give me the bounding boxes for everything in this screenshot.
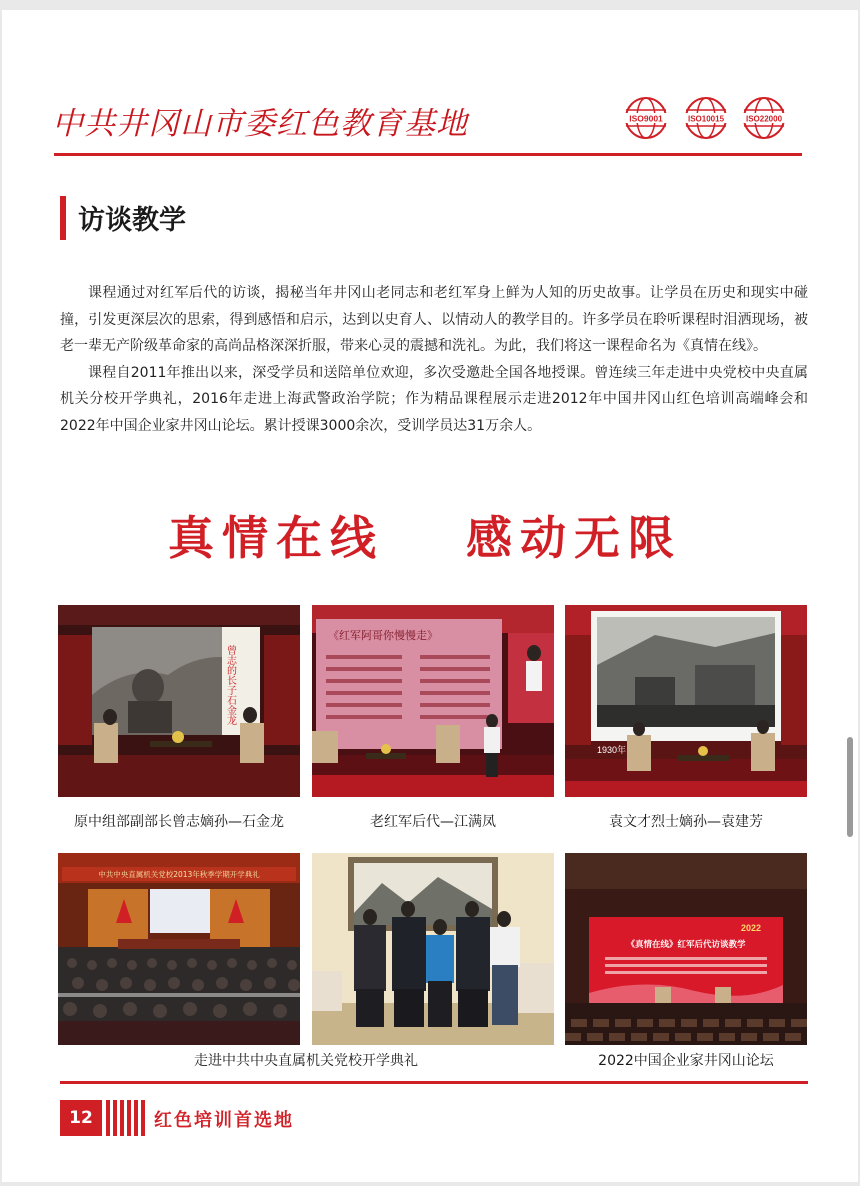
globe-icon (742, 96, 786, 140)
photo-yuan-jianfang (565, 605, 807, 797)
slogan-left: 真情在线 (168, 511, 384, 565)
footer-stripes (106, 1100, 146, 1136)
footer-divider (60, 1081, 808, 1084)
page-number: 12 (60, 1100, 102, 1136)
svg-text:《真情在线》红军后代访谈教学: 《真情在线》红军后代访谈教学 (626, 940, 746, 950)
photo-forum-2022 (565, 853, 807, 1045)
photo-party-school-ceremony (58, 853, 300, 1045)
svg-text:ISO9001: ISO9001 (629, 113, 663, 124)
caption-forum-2022: 2022中国企业家井冈山论坛 (598, 1053, 774, 1069)
svg-text:ISO10015: ISO10015 (687, 114, 725, 124)
header-divider (54, 153, 802, 156)
photo-jiang-manfeng (312, 605, 554, 797)
caption-jiang-manfeng: 老红军后代—江满凤 (370, 814, 496, 830)
caption-yuan-jianfang: 袁文才烈士嫡孙—袁建芳 (609, 814, 763, 830)
section-marker (60, 196, 66, 240)
body-paragraph: 课程自2011年推出以来，深受学员和送陪单位欢迎，多次受邀赴全国各地授课。曾连续三年走进中央党校中央直属机关分校开学典礼，2016年走进上海武警政治学院；作为精品课程展示走进2012年中国井冈山红色培训高端峰会和2022年中国企业家井冈山论坛。累计授课3000余次，受训学员达31万余人。 (60, 364, 808, 434)
svg-text:2022: 2022 (741, 923, 762, 933)
svg-text:ISO22000: ISO22000 (745, 114, 783, 124)
photo-shi-jinlong (58, 605, 300, 797)
section-title: 访谈教学 (78, 205, 186, 236)
slogan-right: 感动无限 (466, 511, 682, 565)
svg-text:《红军阿哥你慢慢走》: 《红军阿哥你慢慢走》 (328, 629, 438, 642)
globe-icon (624, 96, 668, 140)
caption-shi-jinlong: 原中组部副部长曾志嫡孙—石金龙 (74, 814, 284, 830)
svg-text:曾志的长子石金龙: 曾志的长子石金龙 (224, 645, 236, 725)
iso-badge-22000 (742, 96, 786, 140)
svg-text:中共中央直属机关党校2013年秋季学期开学典礼: 中共中央直属机关党校2013年秋季学期开学典礼 (98, 870, 260, 879)
iso-badge-9001 (624, 96, 668, 140)
header-script-title: 中共井冈山市委红色教育基地 (52, 106, 468, 142)
scrollbar[interactable] (847, 737, 853, 837)
svg-text:1930年: 1930年 (597, 745, 627, 755)
body-paragraph: 课程通过对红军后代的访谈，揭秘当年井冈山老同志和老红军身上鲜为人知的历史故事。让学员在历史和现实中碰撞，引发更深层次的思索，得到感悟和启示，达到以史育人、以情动人的教学目的。许多学员在聆听课程时泪洒现场，被老一辈无产阶级革命家的高尚品格深深折服，带来心灵的震撼和洗礼。为此，我们将这一课程命名为《真情在线》。 (60, 285, 808, 354)
photo-group-meeting (312, 853, 554, 1045)
globe-icon (684, 96, 728, 140)
footer-tagline: 红色培训首选地 (154, 1110, 294, 1131)
caption-party-school: 走进中共中央直属机关党校开学典礼 (194, 1053, 418, 1069)
body-text (60, 280, 808, 439)
iso-badge-10015 (684, 96, 728, 140)
